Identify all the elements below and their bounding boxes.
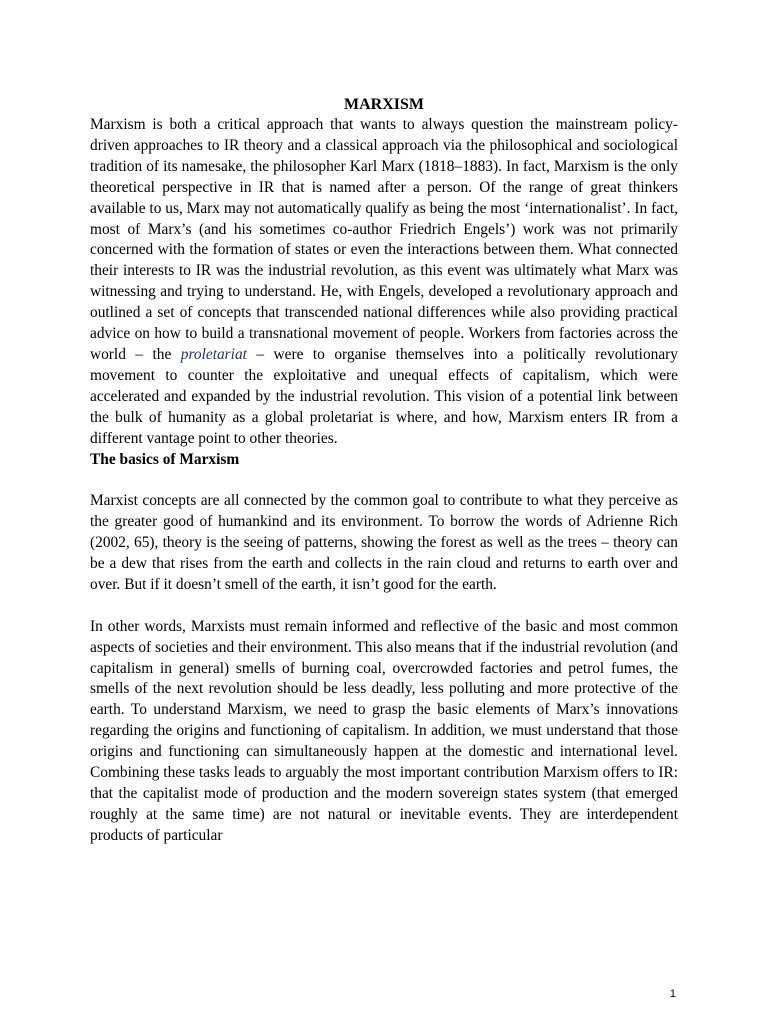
document-body [90,95,678,847]
intro-paragraph [90,115,678,450]
section-heading: The basics of Marxism [90,450,240,468]
paragraph-spacer [90,596,678,617]
paragraph-spacer [90,470,678,491]
basics-paragraph: Marxist concepts are all connected by the common goal to contribute to what they perceive as the greater good of humankind and its environment. To borrow the words of Adrienne Rich (2002, 65), theory is the seeing of patterns, showing the forest as well as the trees – theory can be a dew that rises from the earth and collects in the rain cloud and returns to earth over and over. But if it doesn’t smell of the earth, it isn’t good for the earth. [90,492,678,593]
proletariat-term: proletariat [180,345,247,363]
document-title: MARXISM [344,96,424,113]
intro-text-before: Marxism is both a critical approach that wants to always question the mainstream policy-driven approaches to IR theory and a classical approach via the philosophical and sociological tradition of its namesake, the philosopher Karl Marx (1818–1883). In fact, Marxism is the only theoretical perspective in IR that is named after a person. Of the range of great thinkers available to us, Marx may not automatically qualify as being the most ‘internationalist’. In fact, most of Marx’s (and his sometimes co-author Friedrich Engels’) work was not primarily concerned with the formation of states or even the interactions between them. What connected their interests to IR was the industrial revolution, as this event was ultimately what Marx was witnessing and trying to understand. He, with Engels, developed a revolutionary approach and outlined a set of concepts that transcended national differences while also providing practical advice on how to build a transnational movement of people. Workers from factories across the world – the [90,116,678,363]
intro-text-after: – were to organise themselves into a politically revolutionary movement to counter the exploitative and unequal effects of capitalism, which were accelerated and expanded by the industrial revolution. This vision of a potential link between the bulk of humanity as a global proletariat is where, and how, Marxism enters IR from a different vantage point to other theories. [90,345,678,447]
page-number: 1 [669,988,676,1000]
other-words-paragraph: In other words, Marxists must remain informed and reflective of the basic and most common aspects of societies and their environment. This also means that if the industrial revolution (and capitalism in general) smells of burning coal, overcrowded factories and petrol fumes, the smells of the next revolution should be less deadly, less polluting and more protective of the earth. To understand Marxism, we need to grasp the basic elements of Marx’s innovations regarding the origins and functioning of capitalism. In addition, we must understand that those origins and functioning can simultaneously happen at the domestic and international level. Combining these tasks leads to arguably the most important contribution Marxism offers to IR: that the capitalist mode of production and the modern sovereign states system (that emerged roughly at the same time) are not natural or inevitable events. They are interdependent products of particular [90,617,678,844]
